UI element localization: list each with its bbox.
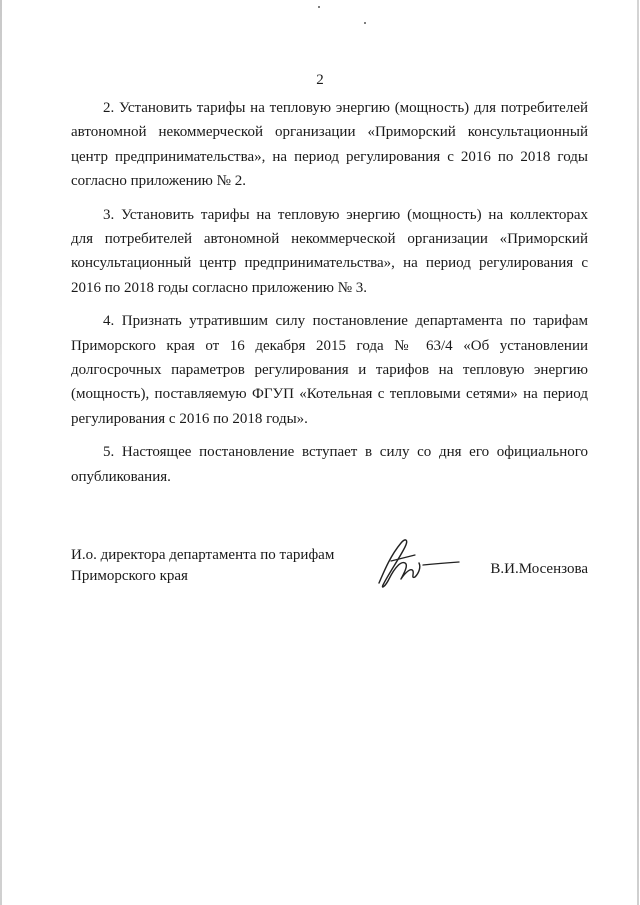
scan-edge-right (637, 0, 639, 905)
scan-speck (318, 6, 320, 8)
scan-edge-left (0, 0, 2, 905)
signatory-name: В.И.Мосензова (490, 561, 588, 577)
signatory-title-line1: И.о. директора департамента по тарифам (71, 547, 335, 563)
scan-speck (364, 22, 366, 24)
signatory-title (71, 545, 334, 587)
paragraph-item-4: 4. Признать утратившим силу постановление департамента по тарифам Приморского края от 16 декабря 2015 года № 63/4 «Об установлении долгосрочных параметров регулирования и тарифов на тепловую энергию (мощность), поставляемую ФГУП «Котельная с тепловыми сетями» на период регулирования с 2016 по 2018 годы». (71, 313, 588, 427)
paragraph-item-5: 5. Настоящее постановление вступает в силу со дня его официального опубликования. (71, 444, 588, 485)
document-body (71, 96, 588, 498)
page-number: 2 (316, 72, 324, 88)
paragraph-item-2: 2. Установить тарифы на тепловую энергию (мощность) для потребителей автономной некоммерческой организации «Приморский консультационный центр предпринимательства», на период регулирования с 2016 по 2018 годы согласно приложению № 2. (71, 100, 588, 190)
paragraph-item-3: 3. Установить тарифы на тепловую энергию (мощность) на коллекторах для потребителей автономной некоммерческой организации «Приморский консультационный центр предпринимательства», на период регулирования с 2016 по 2018 годы согласно приложению № 3. (71, 206, 588, 296)
handwritten-signature (371, 533, 466, 591)
signatory-title-line2: Приморского края (71, 568, 188, 584)
signature-block (71, 545, 588, 595)
